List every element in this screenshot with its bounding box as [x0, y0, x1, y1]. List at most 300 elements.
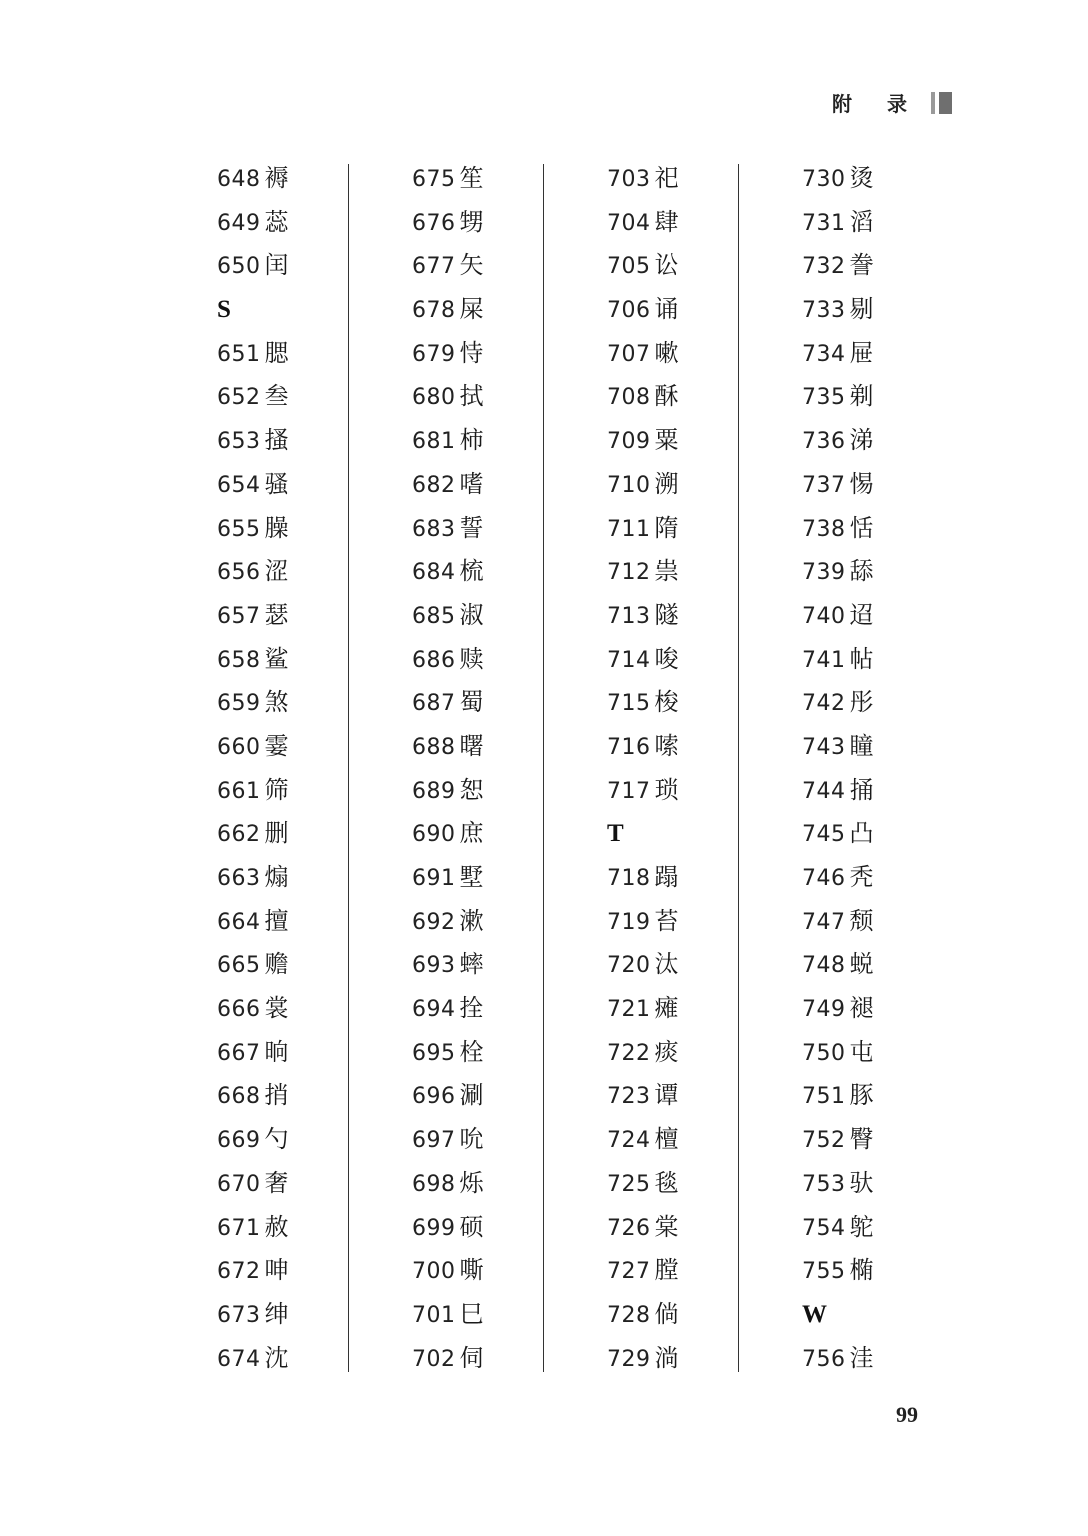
- entry-number: 745: [802, 822, 846, 848]
- list-item: [217, 157, 412, 201]
- entry-number: 697: [412, 1128, 456, 1154]
- entry-number: 661: [217, 778, 261, 804]
- entry-number: 698: [412, 1171, 456, 1197]
- list-item: [217, 1249, 412, 1293]
- entry-character: 誓: [459, 513, 484, 542]
- list-item: [412, 725, 607, 769]
- entry-number: 669: [217, 1128, 261, 1154]
- list-column: [412, 157, 607, 1380]
- entry-character: 秃: [849, 863, 874, 891]
- entry-number: 723: [607, 1084, 651, 1110]
- list-column: [217, 157, 412, 1380]
- list-item: [217, 1031, 412, 1075]
- list-item: [412, 856, 607, 900]
- entry-number: 655: [217, 516, 261, 542]
- list-item: [802, 1337, 997, 1381]
- entry-character: 臊: [264, 513, 289, 542]
- entry-character: 剔: [849, 295, 874, 324]
- entry-number: 747: [802, 909, 846, 935]
- entry-number: 687: [412, 691, 456, 717]
- list-item: [802, 332, 997, 376]
- list-item: [607, 900, 802, 944]
- entry-character: 腮: [264, 338, 289, 367]
- entry-number: 744: [802, 778, 846, 804]
- entry-character: 烫: [849, 164, 874, 192]
- entry-number: 654: [217, 472, 261, 498]
- list-item: [802, 594, 997, 638]
- entry-character: 涩: [264, 557, 289, 586]
- entry-character: 赎: [459, 644, 484, 673]
- entry-number: 676: [412, 210, 456, 236]
- list-item: [412, 1206, 607, 1250]
- entry-number: 720: [607, 953, 651, 979]
- entry-number: 751: [802, 1084, 846, 1110]
- list-item: [607, 769, 802, 813]
- entry-number: 735: [802, 385, 846, 411]
- list-item: [412, 244, 607, 288]
- entry-character: 酥: [654, 382, 679, 411]
- character-list: [217, 157, 997, 1380]
- list-item: [217, 856, 412, 900]
- section-letter: T: [607, 820, 624, 848]
- list-item: [802, 288, 997, 332]
- entry-character: 墅: [459, 863, 484, 891]
- entry-number: 752: [802, 1128, 846, 1154]
- entry-character: 棠: [654, 1212, 679, 1241]
- entry-character: 滔: [849, 207, 874, 236]
- entry-number: 733: [802, 298, 846, 324]
- list-item: [802, 681, 997, 725]
- entry-number: 666: [217, 997, 261, 1023]
- entry-number: 699: [412, 1215, 456, 1241]
- header-bar-thick: [939, 92, 952, 114]
- entry-character: 矢: [459, 251, 484, 280]
- list-item: [412, 900, 607, 944]
- entry-number: 659: [217, 691, 261, 717]
- entry-number: 736: [802, 429, 846, 455]
- list-item: [217, 681, 412, 725]
- list-item: [607, 550, 802, 594]
- list-item: [802, 463, 997, 507]
- list-item: [802, 201, 997, 245]
- entry-character: 蹋: [654, 863, 679, 891]
- entry-number: 704: [607, 210, 651, 236]
- entry-number: 749: [802, 997, 846, 1023]
- entry-character: 恕: [459, 775, 484, 804]
- entry-character: 剃: [849, 382, 874, 411]
- list-item: [607, 1249, 802, 1293]
- entry-character: 唆: [654, 644, 679, 673]
- entry-character: 誊: [849, 251, 874, 280]
- entry-number: 695: [412, 1040, 456, 1066]
- entry-character: 毯: [654, 1168, 679, 1197]
- entry-number: 746: [802, 866, 846, 891]
- list-item: [217, 638, 412, 682]
- list-item: [607, 1206, 802, 1250]
- list-item: [217, 1206, 412, 1250]
- list-item: [607, 943, 802, 987]
- entry-character: 甥: [459, 207, 484, 236]
- entry-number: 738: [802, 516, 846, 542]
- list-item: [217, 594, 412, 638]
- list-item: [412, 1162, 607, 1206]
- entry-number: 689: [412, 778, 456, 804]
- entry-number: 703: [607, 167, 651, 192]
- entry-character: 涕: [849, 426, 874, 455]
- entry-number: 734: [802, 341, 846, 367]
- entry-number: 706: [607, 298, 651, 324]
- entry-number: 756: [802, 1346, 846, 1372]
- list-item: [217, 1162, 412, 1206]
- header-title: 附 录: [832, 92, 921, 116]
- list-item: [217, 463, 412, 507]
- entry-character: 捅: [849, 775, 874, 804]
- entry-character: 栓: [459, 1037, 484, 1066]
- entry-character: 赡: [264, 950, 289, 979]
- entry-number: 702: [412, 1346, 456, 1372]
- list-item: [412, 550, 607, 594]
- list-item: [217, 375, 412, 419]
- entry-character: 叁: [264, 382, 289, 411]
- entry-number: 743: [802, 734, 846, 760]
- entry-number: 721: [607, 997, 651, 1023]
- entry-character: 屎: [459, 295, 484, 324]
- entry-character: 巳: [459, 1299, 484, 1328]
- entry-character: 蜀: [459, 688, 484, 717]
- list-item: [217, 1074, 412, 1118]
- entry-character: 曙: [459, 731, 484, 760]
- list-item: [217, 550, 412, 594]
- entry-number: 650: [217, 254, 261, 280]
- list-item: [412, 1337, 607, 1381]
- list-item: [217, 244, 412, 288]
- list-item: [607, 375, 802, 419]
- list-item: [217, 943, 412, 987]
- entry-number: 656: [217, 560, 261, 586]
- entry-number: 678: [412, 298, 456, 324]
- entry-number: 722: [607, 1040, 651, 1066]
- entry-character: 瞳: [849, 731, 874, 760]
- list-item: [412, 157, 607, 201]
- entry-character: 溯: [654, 469, 679, 498]
- entry-number: 651: [217, 341, 261, 367]
- entry-number: 675: [412, 167, 456, 192]
- entry-character: 淌: [654, 1343, 679, 1372]
- entry-character: 鲨: [264, 644, 289, 673]
- list-item: [802, 157, 997, 201]
- entry-number: 665: [217, 953, 261, 979]
- entry-number: 707: [607, 341, 651, 367]
- list-item: [607, 244, 802, 288]
- list-item: [802, 1249, 997, 1293]
- list-item: [217, 419, 412, 463]
- list-item: [802, 1031, 997, 1075]
- entry-number: 741: [802, 647, 846, 673]
- entry-character: 呻: [264, 1256, 289, 1285]
- entry-character: 汰: [654, 950, 679, 979]
- entry-number: 691: [412, 866, 456, 891]
- entry-number: 717: [607, 778, 651, 804]
- list-item: [607, 201, 802, 245]
- entry-number: 679: [412, 341, 456, 367]
- entry-number: 673: [217, 1302, 261, 1328]
- list-item: [217, 1293, 412, 1337]
- list-item: [217, 987, 412, 1031]
- list-item: [412, 987, 607, 1031]
- entry-character: 祀: [654, 164, 679, 192]
- entry-number: 662: [217, 822, 261, 848]
- list-item: [217, 769, 412, 813]
- entry-character: 煽: [264, 863, 289, 891]
- entry-number: 694: [412, 997, 456, 1023]
- entry-character: 闰: [264, 251, 289, 280]
- entry-number: 672: [217, 1259, 261, 1285]
- list-item: [412, 1031, 607, 1075]
- entry-character: 煞: [264, 688, 289, 717]
- entry-character: 洼: [849, 1343, 874, 1372]
- entry-character: 恬: [849, 513, 874, 542]
- running-header: [832, 88, 952, 117]
- list-item: [412, 1249, 607, 1293]
- list-item: [412, 332, 607, 376]
- entry-character: 梭: [654, 688, 679, 717]
- list-item: [607, 463, 802, 507]
- entry-character: 驮: [849, 1168, 874, 1197]
- entry-character: 嗽: [654, 338, 679, 367]
- entry-number: 748: [802, 953, 846, 979]
- entry-character: 瑟: [264, 600, 289, 629]
- entry-character: 瘫: [654, 994, 679, 1023]
- list-item: [802, 987, 997, 1031]
- list-item: [412, 375, 607, 419]
- list-column: [802, 157, 997, 1380]
- entry-number: 685: [412, 603, 456, 629]
- entry-character: 筛: [264, 775, 289, 804]
- entry-number: 716: [607, 734, 651, 760]
- list-item: [412, 681, 607, 725]
- entry-number: 739: [802, 560, 846, 586]
- list-item: [802, 550, 997, 594]
- list-item: [607, 332, 802, 376]
- entry-number: 648: [217, 167, 261, 192]
- list-item: [412, 638, 607, 682]
- entry-number: 658: [217, 647, 261, 673]
- entry-character: 彤: [849, 688, 874, 717]
- entry-number: 709: [607, 429, 651, 455]
- entry-character: 涮: [459, 1081, 484, 1110]
- entry-character: 恃: [459, 338, 484, 367]
- entry-number: 712: [607, 560, 651, 586]
- entry-number: 700: [412, 1259, 456, 1285]
- entry-character: 褪: [849, 994, 874, 1023]
- list-item: [412, 1118, 607, 1162]
- entry-number: 674: [217, 1346, 261, 1372]
- entry-number: 714: [607, 647, 651, 673]
- list-item: [217, 507, 412, 551]
- list-item: [217, 812, 412, 856]
- list-item: [412, 769, 607, 813]
- list-item: [802, 419, 997, 463]
- header-bar-mark: [931, 92, 952, 114]
- list-item: [412, 1074, 607, 1118]
- entry-character: 隋: [654, 513, 679, 542]
- entry-number: 742: [802, 691, 846, 717]
- entry-character: 豚: [849, 1081, 874, 1110]
- entry-number: 688: [412, 734, 456, 760]
- entry-number: 649: [217, 210, 261, 236]
- entry-number: 730: [802, 167, 846, 192]
- entry-character: 惕: [849, 469, 874, 498]
- entry-character: 凸: [849, 819, 874, 848]
- entry-character: 嗦: [654, 731, 679, 760]
- entry-number: 660: [217, 734, 261, 760]
- entry-number: 696: [412, 1084, 456, 1110]
- section-letter: W: [802, 1300, 827, 1328]
- list-item: [217, 201, 412, 245]
- entry-character: 硕: [459, 1212, 484, 1241]
- entry-character: 吮: [459, 1125, 484, 1154]
- entry-character: 倘: [654, 1299, 679, 1328]
- section-letter: S: [217, 296, 231, 324]
- entry-number: 668: [217, 1084, 261, 1110]
- entry-character: 祟: [654, 557, 679, 586]
- list-item: [607, 419, 802, 463]
- entry-character: 晌: [264, 1037, 289, 1066]
- entry-character: 琐: [654, 775, 679, 804]
- entry-character: 伺: [459, 1343, 484, 1372]
- entry-number: 680: [412, 385, 456, 411]
- list-item: [802, 900, 997, 944]
- list-item: [607, 507, 802, 551]
- list-item: [217, 725, 412, 769]
- entry-number: 693: [412, 953, 456, 979]
- entry-character: 迢: [849, 600, 874, 629]
- list-item: [217, 1118, 412, 1162]
- list-item: [607, 288, 802, 332]
- list-item: [412, 507, 607, 551]
- list-item: [802, 856, 997, 900]
- list-item: [412, 288, 607, 332]
- entry-character: 删: [264, 819, 289, 848]
- entry-character: 擅: [264, 906, 289, 935]
- entry-character: 捎: [264, 1081, 289, 1110]
- entry-character: 赦: [264, 1212, 289, 1241]
- entry-number: 653: [217, 429, 261, 455]
- entry-character: 苔: [654, 906, 679, 935]
- entry-character: 膛: [654, 1256, 679, 1285]
- entry-number: 671: [217, 1215, 261, 1241]
- list-item: [607, 725, 802, 769]
- entry-character: 蕊: [264, 207, 289, 236]
- entry-number: 725: [607, 1171, 651, 1197]
- entry-number: 683: [412, 516, 456, 542]
- entry-number: 652: [217, 385, 261, 411]
- entry-character: 讼: [654, 251, 679, 280]
- entry-character: 搔: [264, 426, 289, 455]
- entry-character: 舔: [849, 557, 874, 586]
- entry-character: 颓: [849, 906, 874, 935]
- list-item: [412, 812, 607, 856]
- list-item: [802, 507, 997, 551]
- entry-character: 拴: [459, 994, 484, 1023]
- entry-number: 692: [412, 909, 456, 935]
- entry-number: 754: [802, 1215, 846, 1241]
- entry-number: 708: [607, 385, 651, 411]
- list-item: [802, 375, 997, 419]
- list-item: [802, 812, 997, 856]
- list-item: [607, 638, 802, 682]
- list-column: [607, 157, 802, 1380]
- entry-number: 657: [217, 603, 261, 629]
- entry-character: 隧: [654, 600, 679, 629]
- list-item: [802, 1206, 997, 1250]
- entry-character: 鸵: [849, 1212, 874, 1241]
- entry-number: 664: [217, 909, 261, 935]
- list-item: [217, 900, 412, 944]
- entry-character: 沈: [264, 1343, 289, 1372]
- list-item: [802, 725, 997, 769]
- entry-character: 拭: [459, 382, 484, 411]
- entry-number: 667: [217, 1040, 261, 1066]
- entry-number: 740: [802, 603, 846, 629]
- list-item: [412, 594, 607, 638]
- list-item: [217, 332, 412, 376]
- entry-character: 诵: [654, 295, 679, 324]
- list-item: [607, 594, 802, 638]
- entry-character: 蜕: [849, 950, 874, 979]
- list-item: [607, 1031, 802, 1075]
- entry-number: 701: [412, 1302, 456, 1328]
- entry-character: 烁: [459, 1168, 484, 1197]
- entry-number: 715: [607, 691, 651, 717]
- entry-character: 淑: [459, 600, 484, 629]
- list-item: [802, 1118, 997, 1162]
- entry-character: 漱: [459, 906, 484, 935]
- entry-character: 勺: [264, 1125, 289, 1154]
- list-item: [412, 943, 607, 987]
- entry-number: 686: [412, 647, 456, 673]
- list-item: [607, 1337, 802, 1381]
- entry-character: 屯: [849, 1037, 874, 1066]
- entry-character: 霎: [264, 731, 289, 760]
- entry-number: 727: [607, 1259, 651, 1285]
- entry-number: 750: [802, 1040, 846, 1066]
- entry-character: 椭: [849, 1256, 874, 1285]
- list-item: [802, 1162, 997, 1206]
- list-item: [802, 244, 997, 288]
- entry-number: 663: [217, 866, 261, 891]
- entry-character: 嘶: [459, 1256, 484, 1285]
- list-item: [607, 1162, 802, 1206]
- list-item: [802, 769, 997, 813]
- entry-number: 711: [607, 516, 651, 542]
- list-item: [607, 1074, 802, 1118]
- list-item: [607, 856, 802, 900]
- entry-number: 690: [412, 822, 456, 848]
- entry-character: 檀: [654, 1125, 679, 1154]
- entry-character: 褥: [264, 164, 289, 192]
- entry-number: 682: [412, 472, 456, 498]
- entry-number: 729: [607, 1346, 651, 1372]
- entry-character: 谭: [654, 1081, 679, 1110]
- entry-number: 731: [802, 210, 846, 236]
- entry-number: 719: [607, 909, 651, 935]
- entry-character: 奢: [264, 1168, 289, 1197]
- page-number: 99: [896, 1402, 918, 1427]
- entry-character: 梳: [459, 557, 484, 586]
- entry-character: 骚: [264, 469, 289, 498]
- list-item: [607, 157, 802, 201]
